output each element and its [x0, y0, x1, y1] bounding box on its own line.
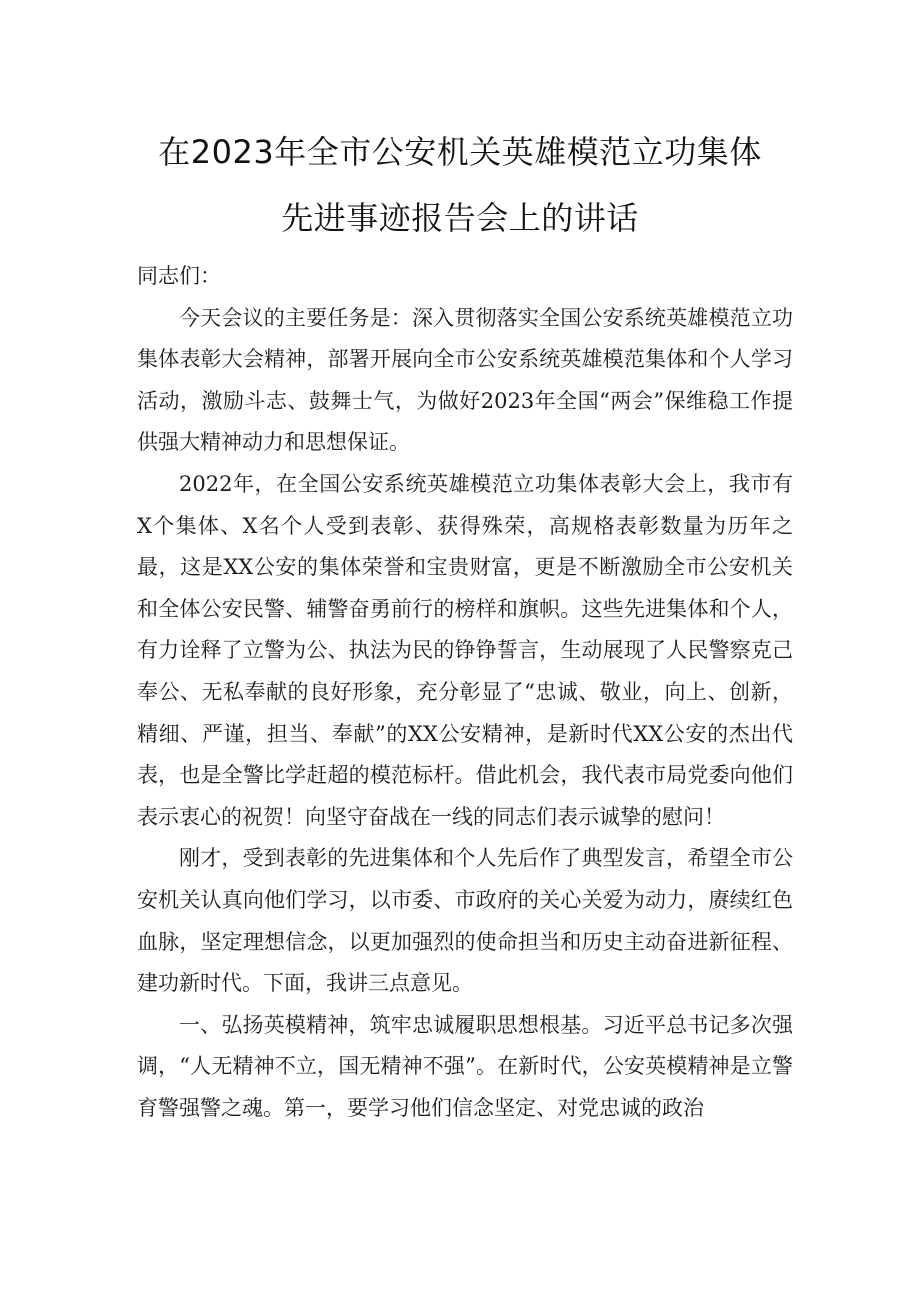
document-title-line-2: 先进事迹报告会上的讲话 — [281, 199, 639, 237]
paragraph-section-one: 一、弘扬英模精神，筑牢忠诚履职思想根基。习近平总书记多次强调，“人无精神不立，国无精神不强”。在新时代，公安英模精神是立警育警强警之魂。第一，要学习他们信念坚定、对党忠诚的政治 — [137, 1012, 793, 1120]
paragraph-2022-honors: 2022年，在全国公安系统英雄模范立功集体表彰大会上，我市有X个集体、X名个人受到表彰、获得殊荣，高规格表彰数量为历年之最，这是XX公安的集体荣誉和宝贵财富，更是不断激励全市公安机关和全体公安民警、辅警奋勇前行的榜样和旗帜。这些先进集体和个人，有力诠释了立警为公、执法为民的铮铮誓言，生动展现了人民警察克己奉公、无私奉献的良好形象，充分彰显了“忠诚、敬业，向上、创新，精细、严谨，担当、奉献”的XX公安精神，是新时代XX公安的杰出代表，也是全警比学赶超的模范标杆。借此机会，我代表市局党委向他们表示衷心的祝贺！向坚守奋战在一线的同志们表示诚挚的慰问！ — [137, 471, 793, 829]
document-body — [137, 256, 793, 1129]
document-title-line-1: 在2023年全市公安机关英雄模范立功集体 — [158, 133, 762, 171]
paragraph-meeting-task: 今天会议的主要任务是：深入贯彻落实全国公安系统英雄模范立功集体表彰大会精神，部署开展向全市公安系统英雄模范集体和个人学习活动，激励斗志、鼓舞士气，为做好2023年全国“两会”保维稳工作提供强大精神动力和思想保证。 — [137, 305, 793, 455]
salutation: 同志们： — [137, 264, 221, 288]
paragraph-typical-speeches: 刚才，受到表彰的先进集体和个人先后作了典型发言，希望全市公安机关认真向他们学习，以市委、市政府的关心关爱为动力，赓续红色血脉，坚定理想信念，以更加强烈的使命担当和历史主动奋进新征程、建功新时代。下面，我讲三点意见。 — [137, 846, 793, 996]
